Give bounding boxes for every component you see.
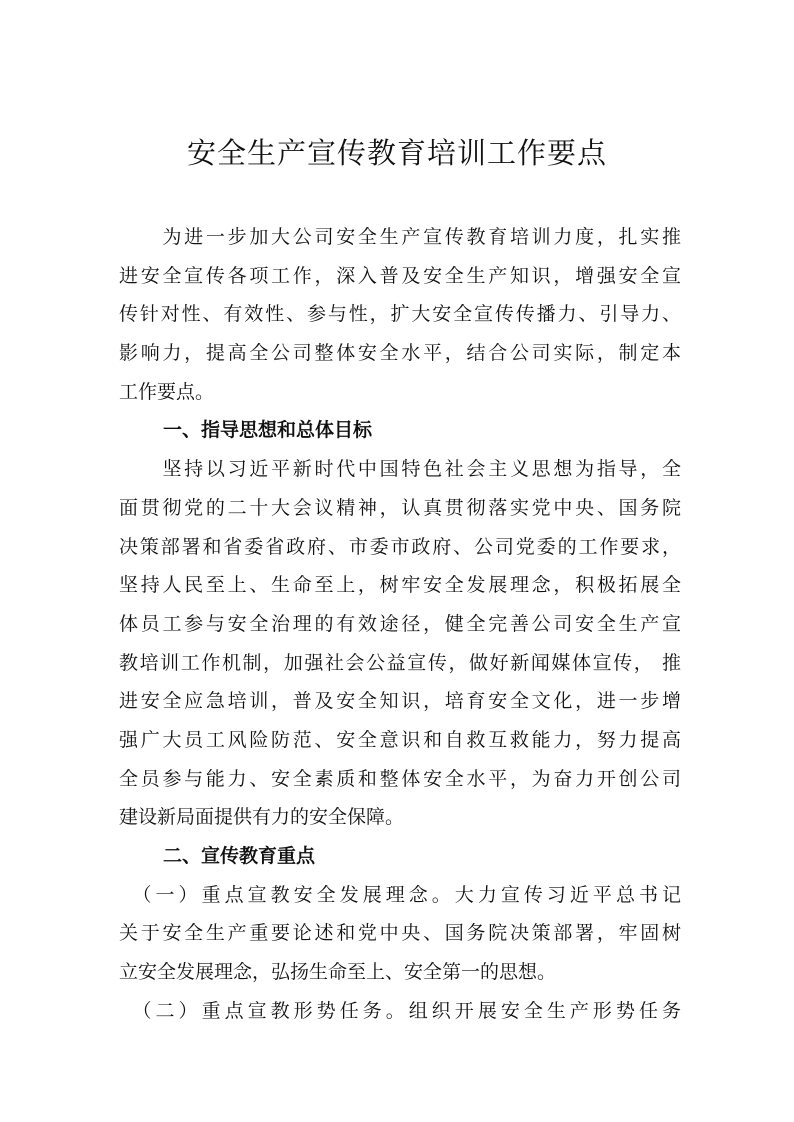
paragraph-line: 教培训工作机制，加强社会公益宣传，做好新闻媒体宣传， 推 — [119, 651, 681, 674]
intro-paragraph — [119, 218, 681, 411]
paragraph-line: 立安全发展理念，弘扬生命至上、安全第一的思想。 — [119, 961, 557, 984]
section-heading: 一、指导思想和总体目标 — [163, 419, 373, 442]
paragraph-line: （二）重点宣教形势任务。组织开展安全生产形势任务 — [119, 999, 681, 1022]
paragraph-line: （一）重点宣教安全发展理念。大力宣传习近平总书记 — [119, 883, 681, 906]
paragraph-line: 影响力，提高全公司整体安全水平，结合公司实际，制定本 — [119, 342, 681, 365]
paragraph-line: 坚持人民至上、生命至上，树牢安全发展理念，积极拓展全 — [119, 574, 681, 597]
paragraph-line: 决策部署和省委省政府、市委市政府、公司党委的工作要求， — [119, 535, 681, 558]
paragraph-line: 进安全应急培训，普及安全知识，培育安全文化，进一步增 — [119, 690, 681, 713]
paragraph-line: 传针对性、有效性、参与性，扩大安全宣传传播力、引导力、 — [119, 303, 681, 326]
section1-paragraph — [119, 450, 681, 837]
paragraph-line: 全员参与能力、安全素质和整体安全水平，为奋力开创公司 — [119, 767, 681, 790]
document-title: 安全生产宣传教育培训工作要点 — [186, 136, 607, 170]
document-body — [119, 218, 681, 1030]
paragraph-line: 进安全宣传各项工作，深入普及安全生产知识，增强安全宣 — [119, 264, 681, 287]
paragraph-line: 体员工参与安全治理的有效途径，健全完善公司安全生产宣 — [119, 612, 681, 635]
paragraph-line: 为进一步加大公司安全生产宣传教育培训力度，扎实推 — [119, 226, 681, 248]
paragraph-line: 工作要点。 — [119, 380, 215, 403]
section2-paragraph — [119, 876, 681, 1031]
paragraph-line: 面贯彻党的二十大会议精神，认真贯彻落实党中央、国务院 — [119, 496, 681, 519]
paragraph-line: 关于安全生产重要论述和党中央、国务院决策部署，牢固树 — [119, 922, 681, 945]
section-heading: 二、宣传教育重点 — [163, 845, 316, 867]
paragraph-line: 坚持以习近平新时代中国特色社会主义思想为指导，全 — [119, 458, 681, 481]
paragraph-line: 建设新局面提供有力的安全保障。 — [119, 806, 405, 829]
paragraph-line: 强广大员工风险防范、安全意识和自救互救能力，努力提高 — [119, 728, 681, 751]
